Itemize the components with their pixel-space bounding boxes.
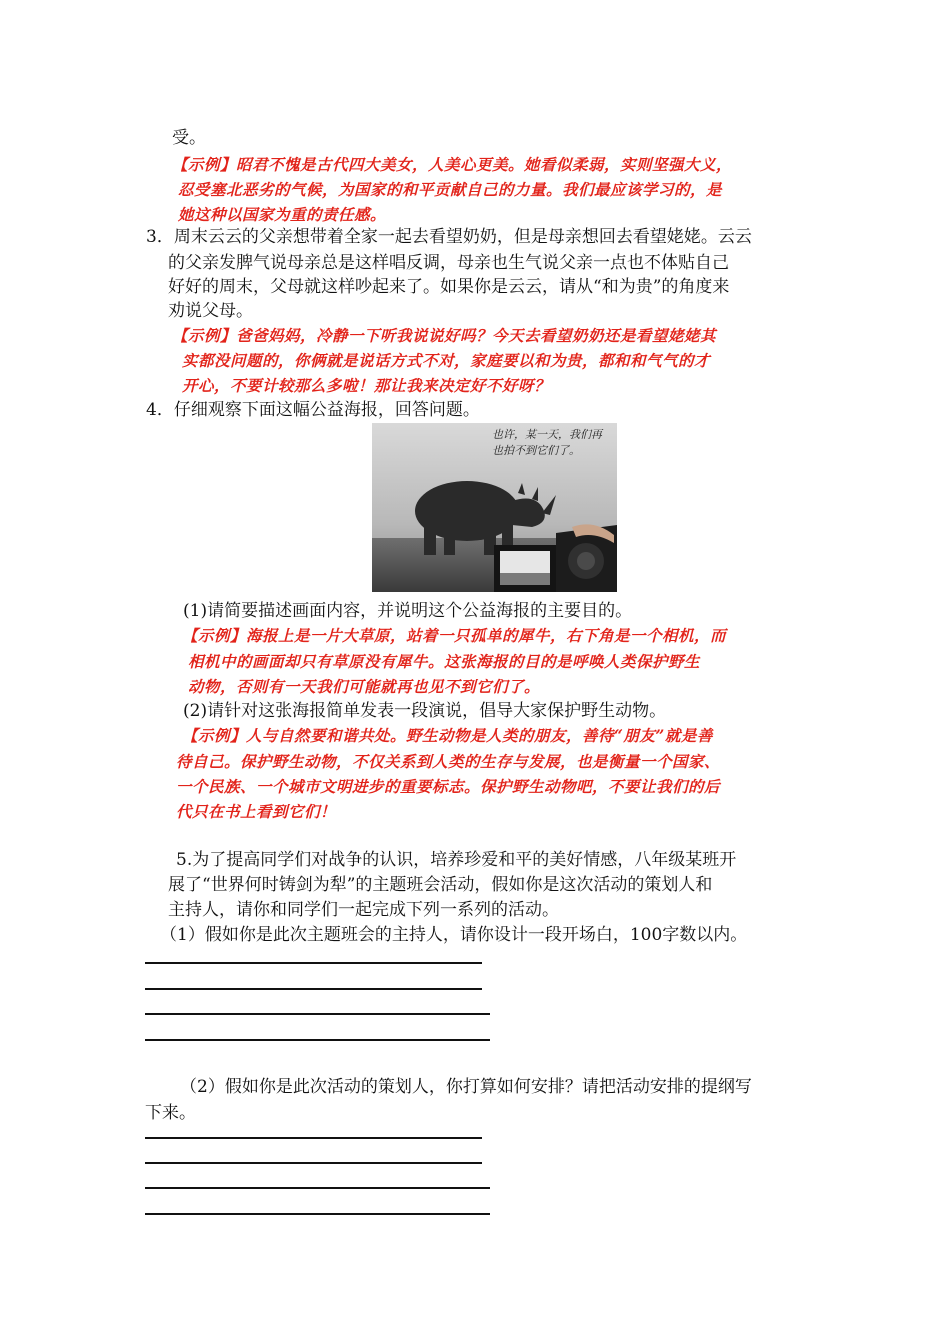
q3-answer-line-3: 开心，不要计较那么多啦！那让我来决定好不好呀？ [182,376,551,395]
answer-line[interactable] [145,1213,490,1215]
q2-answer-line-1: 【示例】昭君不愧是古代四大美女，人美心更美。她看似柔弱，实则坚强大义， [172,155,733,174]
q5-2-prompt-line-2: 下来。 [145,1103,196,1123]
q4-2-answer-line-4: 代只在书上看到它们！ [176,802,337,821]
answer-line[interactable] [145,1013,490,1015]
answer-line[interactable] [145,1187,490,1189]
answer-line[interactable] [145,1162,482,1164]
q4-1-prompt: (1)请简要描述画面内容，并说明这个公益海报的主要目的。 [183,601,633,621]
q4-1-answer-line-2: 相机中的画面却只有草原没有犀牛。这张海报的目的是呼唤人类保护野生 [188,652,701,671]
rhino-poster-image [372,423,617,592]
q2-answer-line-2: 忍受塞北恶劣的气候，为国家的和平贡献自己的力量。我们最应该学习的，是 [178,180,723,199]
q4-2-prompt: (2)请针对这张海报简单发表一段演说，倡导大家保护野生动物。 [183,701,667,721]
q3-line-1: 3．周末云云的父亲想带着全家一起去看望奶奶，但是母亲想回去看望姥姥。云云 [146,227,752,247]
q4-2-answer-line-1: 【示例】人与自然要和谐共处。野生动物是人类的朋友，善待“朋友”就是善 [182,726,713,745]
q5-2-prompt-line-1: （2）假如你是此次活动的策划人，你打算如何安排？请把活动安排的提纲写 [180,1077,752,1097]
q5-line-1: 5.为了提高同学们对战争的认识，培养珍爱和平的美好情感，八年级某班开 [176,850,737,870]
poster-caption: 也许，某一天，我们再 也拍不到它们了。 [492,428,602,457]
answer-line[interactable] [145,1137,482,1139]
answer-line[interactable] [145,1039,490,1041]
answer-line[interactable] [145,988,482,990]
q2-answer-line-3: 她这种以国家为重的责任感。 [178,205,387,224]
q5-1-prompt: （1）假如你是此次主题班会的主持人，请你设计一段开场白，100字数以内。 [160,925,748,945]
q4-1-answer-line-3: 动物，否则有一天我们可能就再也见不到它们了。 [188,677,541,696]
q5-line-3: 主持人，请你和同学们一起完成下列一系列的活动。 [168,900,559,920]
q4-2-answer-line-2: 待自己。保护野生动物，不仅关系到人类的生存与发展，也是衡量一个国家、 [176,752,721,771]
q3-line-2: 的父亲发脾气说母亲总是这样唱反调，母亲也生气说父亲一点也不体贴自己 [168,253,729,273]
q3-line-3: 好好的周末，父母就这样吵起来了。如果你是云云，请从“和为贵”的角度来 [168,277,730,297]
q4-1-answer-line-1: 【示例】海报上是一片大草原，站着一只孤单的犀牛，右下角是一个相机，而 [182,626,727,645]
q3-line-4: 劝说父母。 [168,301,253,321]
q5-line-2: 展了“世界何时铸剑为犁”的主题班会活动，假如你是这次活动的策划人和 [168,875,713,895]
q2-tail: 受。 [172,128,206,148]
answer-line[interactable] [145,962,482,964]
q3-answer-line-1: 【示例】爸爸妈妈，冷静一下听我说说好吗？今天去看望奶奶还是看望姥姥其 [172,326,717,345]
q4-prompt: 4．仔细观察下面这幅公益海报，回答问题。 [146,400,480,420]
q4-2-answer-line-3: 一个民族、一个城市文明进步的重要标志。保护野生动物吧，不要让我们的后 [176,777,721,796]
q3-answer-line-2: 实都没问题的，你俩就是说话方式不对，家庭要以和为贵，都和和气气的才 [182,351,711,370]
